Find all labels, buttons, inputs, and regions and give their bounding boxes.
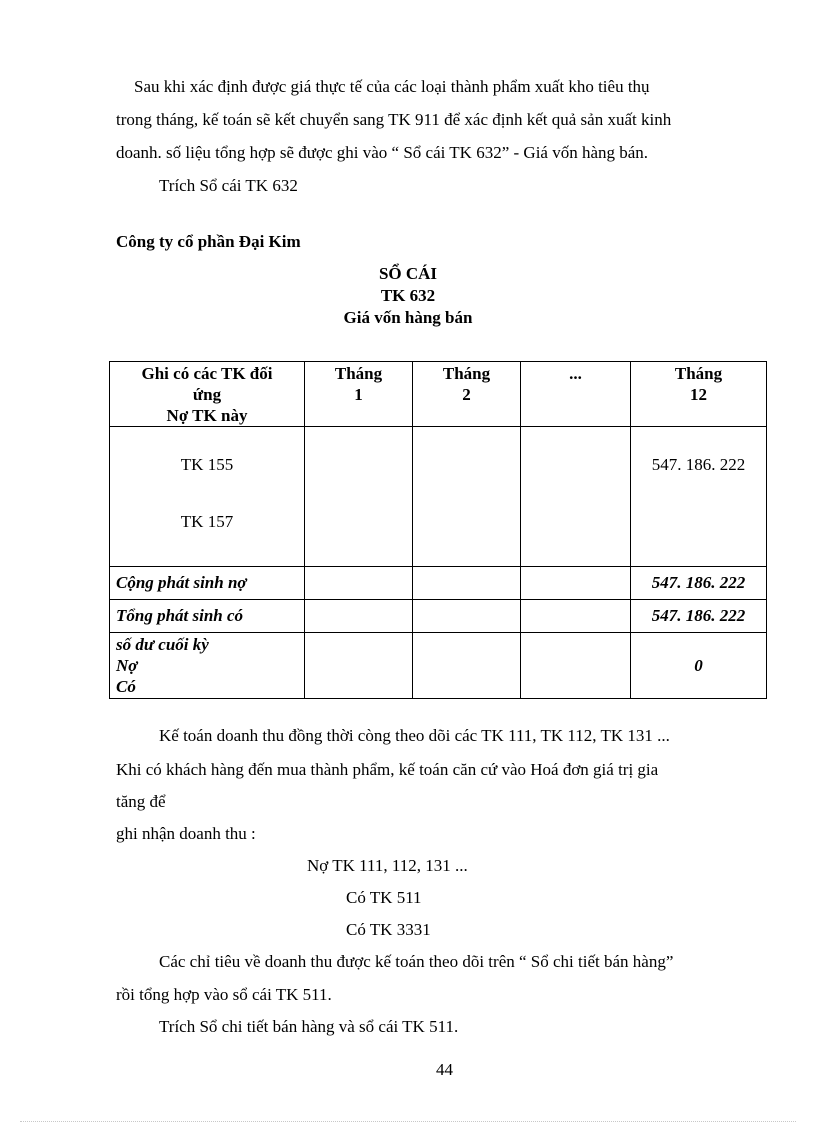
header-month-2: [413, 362, 521, 427]
header-ellipsis-text: ...: [569, 364, 582, 383]
header-account-column: [110, 362, 305, 427]
accounts-cell: [110, 427, 305, 567]
credit-total-month-12: 547. 186. 222: [631, 600, 767, 633]
table-row-accounts: [110, 427, 767, 567]
paragraph-1-line-4: Trích Sổ cái TK 632: [159, 176, 298, 195]
ledger-title: SỔ CÁI: [378, 264, 438, 283]
closing-balance-month-12: 0: [631, 633, 767, 699]
credit-total-month-2: [413, 600, 521, 633]
accounts-month-1: [305, 427, 413, 567]
closing-balance-label: [110, 633, 305, 699]
accounts-ellipsis: [521, 427, 631, 567]
company-name: Công ty cổ phần Đại Kim: [116, 232, 301, 251]
paragraph-1-line-1: Sau khi xác định được giá thực tế của các loại thành phẩm xuất kho tiêu thụ: [134, 77, 650, 96]
ledger-subtitle: Giá vốn hàng bán: [343, 308, 473, 327]
tk155-month-12-value: 547. 186. 222: [651, 455, 746, 474]
credit-total-month-1: [305, 600, 413, 633]
closing-balance-month-2: [413, 633, 521, 699]
debit-total-month-2: [413, 567, 521, 600]
debit-total-month-12: 547. 186. 222: [631, 567, 767, 600]
header-month-2-label: Tháng: [442, 364, 491, 383]
paragraph-2-line-4: ghi nhận doanh thu :: [116, 824, 256, 843]
closing-balance-month-1: [305, 633, 413, 699]
header-month-12: [631, 362, 767, 427]
header-account-line-2: ứng: [192, 385, 222, 404]
table-header-row: [110, 362, 767, 427]
header-month-2-number: 2: [462, 385, 471, 404]
page-bottom-divider: [20, 1121, 796, 1122]
header-month-1: [305, 362, 413, 427]
table-row-credit-total: [110, 600, 767, 633]
paragraph-1-line-2: trong tháng, kế toán sẽ kết chuyển sang TK 911 để xác định kết quả sản xuất kinh: [116, 110, 672, 129]
header-month-1-number: 1: [354, 385, 363, 404]
paragraph-3-line-3: Trích Sổ chi tiết bán hàng và sổ cái TK 511.: [159, 1017, 459, 1036]
closing-balance-debit: Nợ: [116, 656, 138, 675]
ledger-account: TK 632: [380, 286, 436, 305]
paragraph-2-line-2: Khi có khách hàng đến mua thành phẩm, kế toán căn cứ vào Hoá đơn giá trị gia: [116, 760, 659, 779]
credit-total-label: Tổng phát sinh có: [110, 600, 305, 633]
header-account-line-1: Ghi có các TK đối: [141, 364, 273, 383]
entry-credit-511: Có TK 511: [346, 888, 422, 907]
header-month-12-number: 12: [690, 385, 707, 404]
table-row-closing-balance: [110, 633, 767, 699]
entry-debit: Nợ TK 111, 112, 131 ...: [307, 856, 468, 875]
header-month-12-label: Tháng: [674, 364, 723, 383]
table-row-debit-total: [110, 567, 767, 600]
debit-total-label: Cộng phát sinh nợ: [110, 567, 305, 600]
paragraph-2-line-1: Kế toán doanh thu đồng thời còng theo dõi các TK 111, TK 112, TK 131 ...: [159, 726, 670, 745]
entry-credit-3331: Có TK 3331: [346, 920, 431, 939]
ledger-table: [109, 361, 767, 699]
account-tk157: TK 157: [180, 512, 234, 531]
credit-total-ellipsis: [521, 600, 631, 633]
closing-balance-credit: Có: [116, 677, 136, 696]
paragraph-2-line-3: tăng để: [116, 792, 166, 811]
paragraph-1-line-3: doanh. số liệu tổng hợp sẽ được ghi vào “ Sổ cái TK 632” - Giá vốn hàng bán.: [116, 143, 649, 162]
debit-total-ellipsis: [521, 567, 631, 600]
header-ellipsis: [521, 362, 631, 427]
header-month-1-label: Tháng: [334, 364, 383, 383]
accounts-month-2: [413, 427, 521, 567]
closing-balance-ellipsis: [521, 633, 631, 699]
paragraph-3-line-2: rồi tổng hợp vào sổ cái TK 511.: [116, 985, 332, 1004]
account-tk155: TK 155: [180, 455, 234, 474]
debit-total-month-1: [305, 567, 413, 600]
accounts-month-12: [631, 427, 767, 567]
header-account-line-3: Nợ TK này: [166, 406, 248, 425]
page-number: 44: [436, 1060, 453, 1079]
paragraph-3-line-1: Các chỉ tiêu về doanh thu được kế toán theo dõi trên “ Sổ chi tiết bán hàng”: [159, 952, 674, 971]
closing-balance-title: số dư cuối kỳ: [116, 635, 209, 654]
